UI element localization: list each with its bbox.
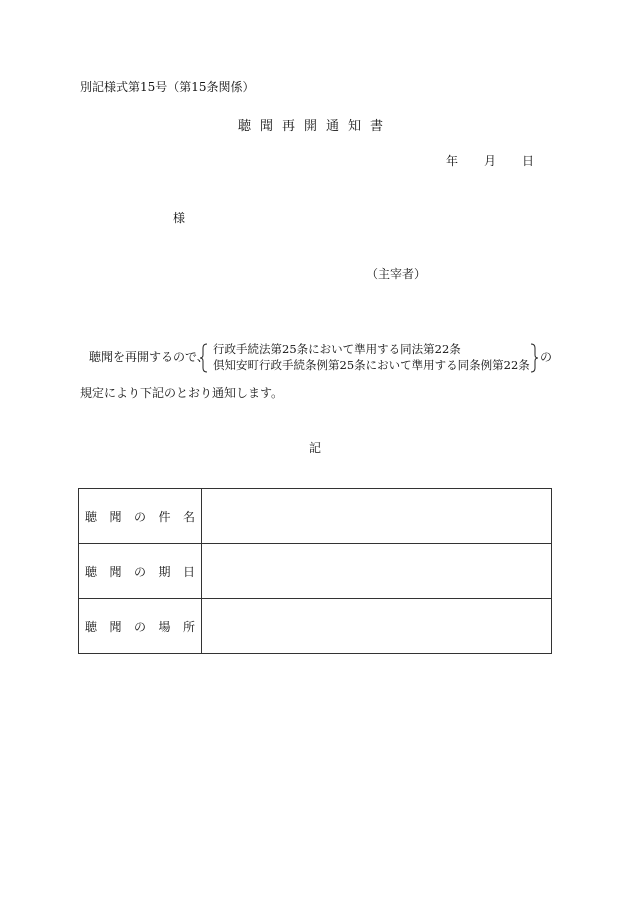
label-char: 名 — [182, 509, 195, 524]
date-month-label: 月 — [484, 154, 497, 168]
row-value-cell[interactable] — [202, 544, 552, 599]
ki-label: 記 — [308, 441, 321, 455]
row-value-cell[interactable] — [202, 489, 552, 544]
table-row — [79, 544, 552, 599]
body-suffix: の — [540, 350, 553, 364]
label-char: 聞 — [109, 509, 122, 524]
label-char: 聞 — [109, 619, 122, 634]
date-year-label: 年 — [446, 154, 459, 168]
label-char: 聴 — [85, 619, 98, 634]
row-label — [79, 508, 201, 525]
label-char: 聞 — [109, 564, 122, 579]
label-char: 聴 — [85, 509, 98, 524]
row-label-cell — [79, 544, 202, 599]
form-reference: 別記様式第15号（第15条関係） — [80, 80, 255, 94]
table-row — [79, 489, 552, 544]
detail-table — [78, 488, 552, 654]
table-row — [79, 599, 552, 654]
clause-option-2: 倶知安町行政手続条例第25条において準用する同条例第22条 — [213, 358, 530, 372]
clause-option-1: 行政手続法第25条において準用する同法第22条 — [213, 342, 461, 356]
label-char: 所 — [182, 619, 195, 634]
label-char: 件 — [158, 509, 171, 524]
label-char: 日 — [182, 564, 195, 579]
row-label-cell — [79, 489, 202, 544]
label-char: の — [133, 619, 146, 634]
addressee-honorific: 様 — [173, 211, 186, 225]
body-line-2: 規定により下記のとおり通知します。 — [80, 386, 284, 400]
open-brace-icon — [199, 343, 209, 373]
label-char: 期 — [158, 564, 171, 579]
date-day-label: 日 — [522, 154, 535, 168]
organizer-label: （主宰者） — [366, 267, 427, 281]
date-line — [446, 155, 534, 167]
label-char: の — [133, 564, 146, 579]
row-label — [79, 563, 201, 580]
label-char: 場 — [158, 619, 171, 634]
close-brace-icon — [529, 343, 539, 373]
row-label — [79, 618, 201, 635]
label-char: 聴 — [85, 564, 98, 579]
document-title: 聴聞再開通知書 — [237, 119, 392, 134]
body-prefix: 聴聞を再開するので、 — [89, 350, 209, 364]
label-char: の — [133, 509, 146, 524]
row-label-cell — [79, 599, 202, 654]
row-value-cell[interactable] — [202, 599, 552, 654]
